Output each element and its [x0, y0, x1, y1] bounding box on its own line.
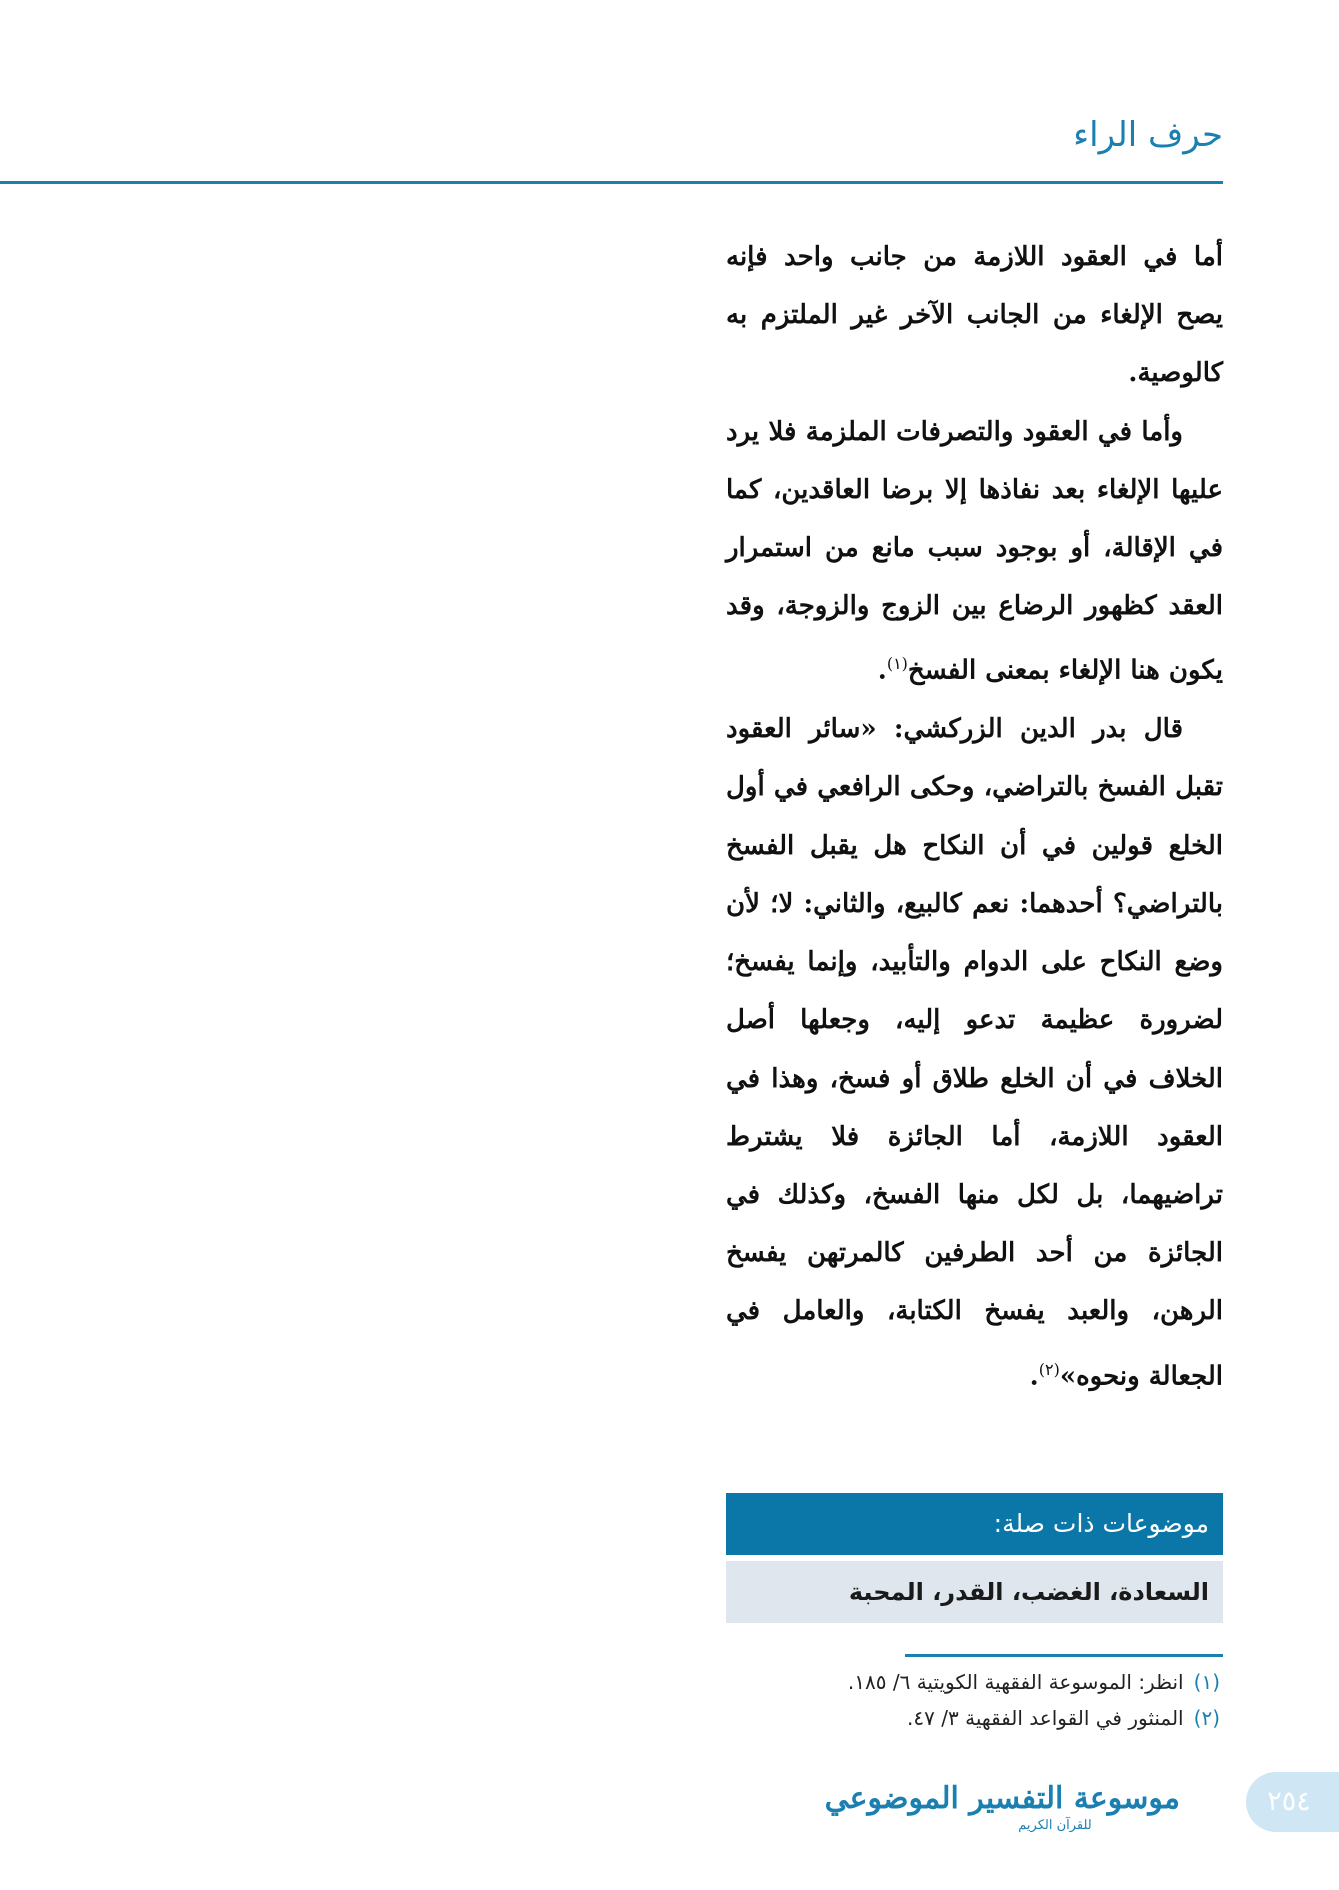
page-number: ٢٥٤	[1267, 1786, 1311, 1817]
paragraph-3-text: قال بدر الدين الزركشي: «سائر العقود تقبل الفسخ بالتراضي، وحكى الرافعي في أول الخلع قولين في أن النكاح هل يقبل الفسخ بالتراضي؟ أحدهما: نعم كالبيع، والثاني: لا؛ لأن وضع النكاح على الدوام والتأبيد، وإنما يفسخ؛ لضرورة عظيمة تدعو إليه، وجعلها أصل الخلاف في أن الخلع طلاق أو فسخ، وهذا في العقود اللازمة، أما الجائزة فلا يشترط تراضيهما، بل لكل منها الفسخ، وكذلك في الجائزة من أحد الطرفين كالمرتهن يفسخ الرهن، والعبد يفسخ الكتابة، والعامل في الجعالة ونحوه»	[726, 714, 1223, 1392]
paragraph-1: أما في العقود اللازمة من جانب واحد فإنه يصح الإلغاء من الجانب الآخر غير الملتزم به كالوصية.	[726, 242, 1223, 389]
section-title: حرف الراء	[1073, 115, 1223, 155]
footnote-ref-1[interactable]: (١)	[886, 654, 908, 674]
footnotes	[620, 1664, 1220, 1736]
header-rule	[0, 181, 1223, 184]
encyclopedia-logo	[824, 1781, 1180, 1834]
related-topics-list[interactable]: السعادة، الغضب، القدر، المحبة	[726, 1561, 1223, 1623]
paragraph-3-period: .	[1029, 1361, 1039, 1392]
footnote-text: انظر: الموسوعة الفقهية الكويتية ٦/ ١٨٥.	[847, 1670, 1184, 1694]
related-topics-box	[726, 1493, 1223, 1623]
logo-title: موسوعة التفسير الموضوعي	[824, 1781, 1180, 1816]
paragraph-2	[726, 403, 1223, 701]
related-topics-heading: موضوعات ذات صلة:	[726, 1493, 1223, 1555]
footnote-rule	[905, 1654, 1223, 1657]
footnote-2	[620, 1700, 1220, 1736]
footnote-1	[620, 1664, 1220, 1700]
footnote-number: (١)	[1193, 1670, 1220, 1694]
footnote-ref-2[interactable]: (٢)	[1038, 1359, 1060, 1379]
footnote-number: (٢)	[1193, 1706, 1220, 1730]
logo-subtitle: للقرآن الكريم	[1018, 1818, 1092, 1833]
footnote-text: المنثور في القواعد الفقهية ٣/ ٤٧.	[907, 1706, 1184, 1730]
paragraph-2-text: وأما في العقود والتصرفات الملزمة فلا يرد عليها الإلغاء بعد نفاذها إلا برضا العاقدين، كما في الإقالة، أو بوجود سبب مانع من استمرار العقد كظهور الرضاع بين الزوج والزوجة، وقد يكون هنا الإلغاء بمعنى الفسخ	[726, 416, 1223, 687]
paragraph-3	[726, 700, 1223, 1405]
body-text	[726, 228, 1223, 1405]
paragraph-2-period: .	[877, 656, 887, 687]
